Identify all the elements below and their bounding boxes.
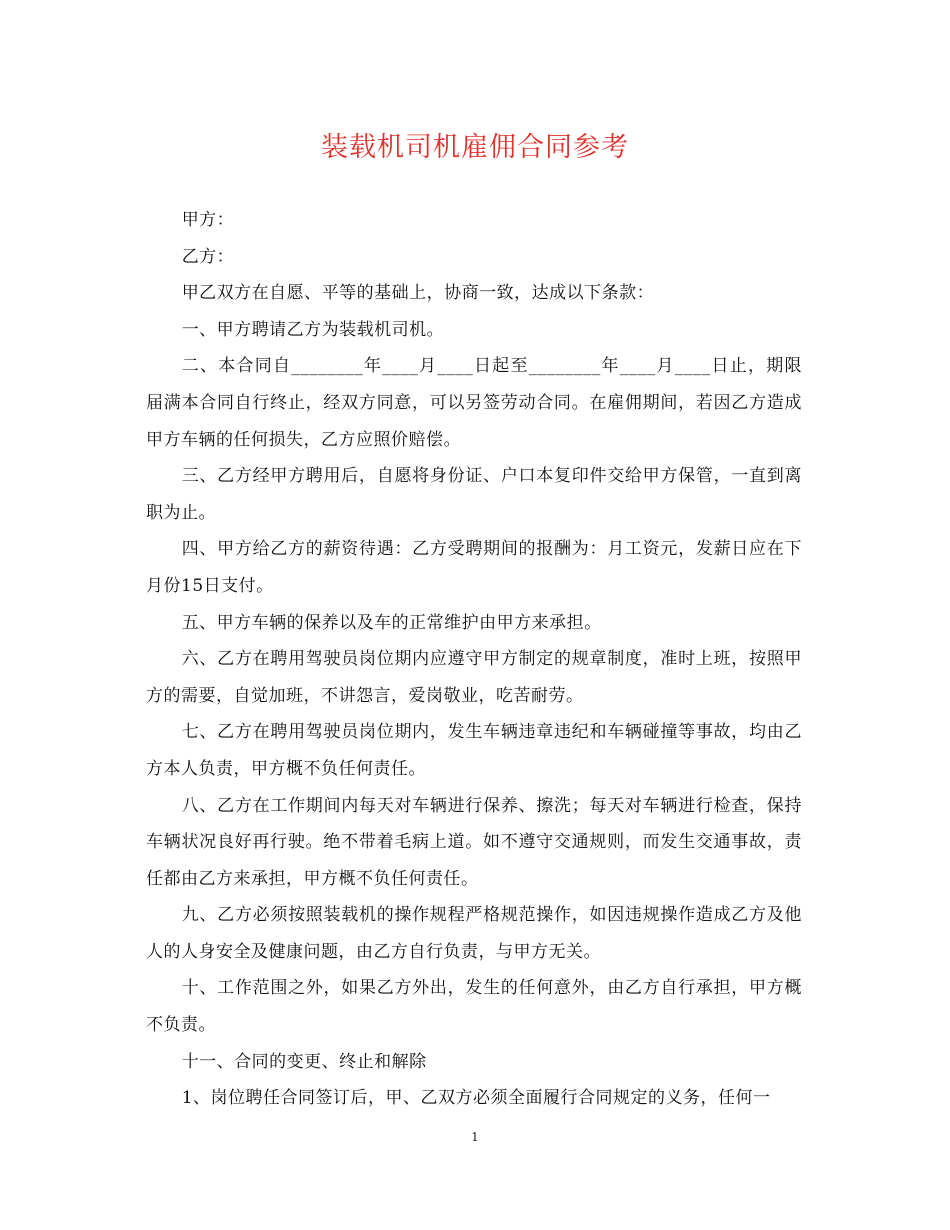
- paragraph-clause-2: 二、本合同自________年____月____日起至________年____月____日止，期限届满本合同自行终止，经双方同意，可以另签劳动合同。在雇佣期间，若因乙方造成甲方车辆的任何损失，乙方应照价赔偿。: [146, 356, 802, 450]
- paragraph-clause-11-heading: 十一、合同的变更、终止和解除: [181, 1051, 427, 1072]
- paragraph-clause-4: 四、甲方给乙方的薪资待遇：乙方受聘期间的报酬为：月工资元，发薪日应在下月份15日支付。: [146, 539, 802, 596]
- paragraph-clause-8: 八、乙方在工作期间内每天对车辆进行保养、擦洗；每天对车辆进行检查，保持车辆状况良好再行驶。绝不带着毛病上道。如不遵守交通规则，而发生交通事故，责任都由乙方来承担，甲方概不负任何责任。: [146, 795, 802, 889]
- paragraph-clause-1: 一、甲方聘请乙方为装载机司机。: [181, 319, 445, 340]
- document-title: 装载机司机雇佣合同参考: [321, 132, 629, 163]
- document-body: [146, 202, 802, 1117]
- paragraph-preamble: 甲乙双方在自愿、平等的基础上，协商一致，达成以下条款：: [181, 283, 655, 304]
- paragraph-clause-9: 九、乙方必须按照装载机的操作规程严格规范操作，如因违规操作造成乙方及他人的人身安全及健康问题，由乙方自行负责，与甲方无关。: [146, 905, 802, 962]
- paragraph-clause-3: 三、乙方经甲方聘用后，自愿将身份证、户口本复印件交给甲方保管，一直到离职为止。: [146, 466, 802, 523]
- paragraph-clause-7: 七、乙方在聘用驾驶员岗位期内，发生车辆违章违纪和车辆碰撞等事故，均由乙方本人负责，甲方概不负任何责任。: [146, 722, 802, 779]
- paragraph-clause-5: 五、甲方车辆的保养以及车的正常维护由甲方来承担。: [181, 612, 602, 633]
- paragraph-clause-6: 六、乙方在聘用驾驶员岗位期内应遵守甲方制定的规章制度，准时上班，按照甲方的需要，自觉加班，不讲怨言，爱岗敬业，吃苦耐劳。: [146, 649, 802, 706]
- page-number: 1: [471, 1130, 479, 1144]
- paragraph-clause-10: 十、工作范围之外，如果乙方外出，发生的任何意外，由乙方自行承担，甲方概不负责。: [146, 978, 802, 1036]
- paragraph-party-b: 乙方：: [181, 246, 235, 267]
- paragraph-clause-11-item-1: 1、岗位聘任合同签订后，甲、乙双方必须全面履行合同规定的义务，任何一: [181, 1088, 771, 1109]
- paragraph-party-a: 甲方：: [181, 210, 235, 230]
